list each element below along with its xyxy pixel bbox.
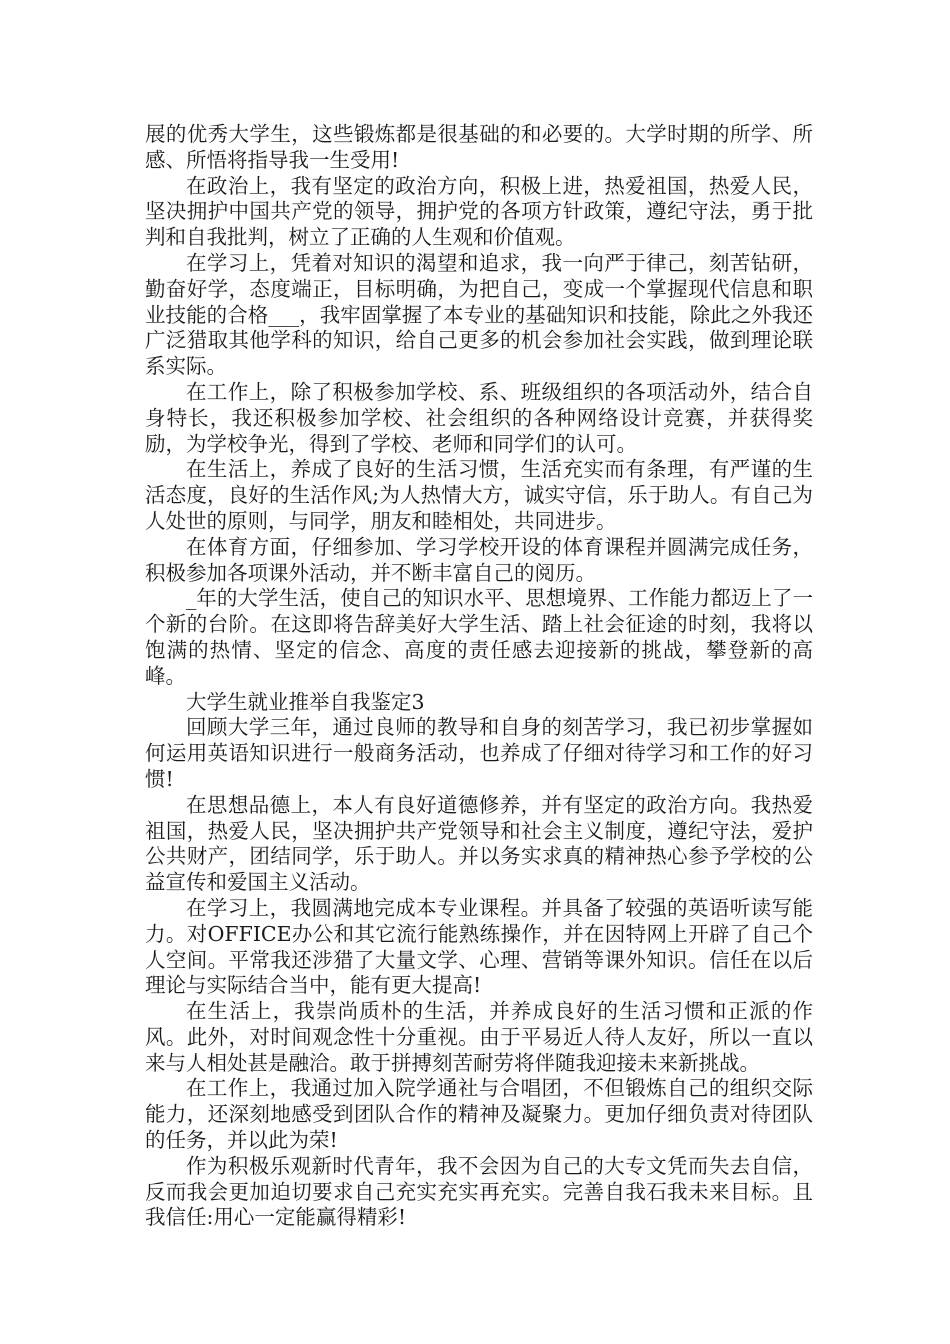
paragraph-morality: 在思想品德上，本人有良好道德修养，并有坚定的政治方向。我热爱祖国，热爱人民，坚决拥护共产党领导和社会主义制度，遵纪守法，爱护公共财产，团结同学，乐于助人。并以务实求真的精神热心参予学校的公益宣传和爱国主义活动。 (145, 792, 813, 895)
paragraph-life-2: 在生活上，我崇尚质朴的生活，并养成良好的生活习惯和正派的作风。此外，对时间观念性十分重视。由于平易近人待人友好，所以一直以来与人相处甚是融洽。敢于拼搏刻苦耐劳将伴随我迎接未来新挑战。 (145, 999, 813, 1075)
paragraph-continuation: 展的优秀大学生，这些锻炼都是很基础的和必要的。大学时期的所学、所感、所悟将指导我一生受用! (145, 122, 813, 172)
paragraph-work: 在工作上，除了积极参加学校、系、班级组织的各项活动外，结合自身特长，我还积极参加学校、社会组织的各种网络设计竞赛，并获得奖励，为学校争光，得到了学校、老师和同学们的认可。 (145, 379, 813, 456)
paragraph-summary: _年的大学生活，使自己的知识水平、思想境界、工作能力都迈上了一个新的台阶。在这即将告辞美好大学生活、踏上社会征途的时刻，我将以饱满的热情、坚定的信念、高度的责任感去迎接新的挑战，攀登新的高峰。 (145, 586, 813, 688)
paragraph-study: 在学习上，凭着对知识的渴望和追求，我一向严于律己，刻苦钻研，勤奋好学，态度端正，目标明确，为把自己，变成一个掌握现代信息和职业技能的合格___，我牢固掌握了本专业的基础知识和技能，除此之外我还广泛猎取其他学科的知识，给自己更多的机会参加社会实践，做到理论联系实际。 (145, 250, 813, 379)
paragraph-politics: 在政治上，我有坚定的政治方向，积极上进，热爱祖国，热爱人民，坚决拥护中国共产党的领导，拥护党的各项方针政策，遵纪守法，勇于批判和自我批判，树立了正确的人生观和价值观。 (145, 173, 813, 250)
document-body (145, 122, 813, 1231)
paragraph-sports: 在体育方面，仔细参加、学习学校开设的体育课程并圆满完成任务，积极参加各项课外活动，并不断丰富自己的阅历。 (145, 534, 813, 585)
paragraph-work-2: 在工作上，我通过加入院学通社与合唱团，不但锻炼自己的组织交际能力，还深刻地感受到团队合作的精神及凝聚力。更加仔细负责对待团队的任务，并以此为荣! (145, 1076, 813, 1153)
paragraph-review: 回顾大学三年，通过良师的教导和自身的刻苦学习，我已初步掌握如何运用英语知识进行一般商务活动，也养成了仔细对待学习和工作的好习惯! (145, 715, 813, 791)
paragraph-life: 在生活上，养成了良好的生活习惯，生活充实而有条理，有严谨的生活态度，良好的生活作风;为人热情大方，诚实守信，乐于助人。有自己为人处世的原则，与同学，朋友和睦相处，共同进步。 (145, 457, 813, 533)
paragraph-conclusion: 作为积极乐观新时代青年，我不会因为自己的大专文凭而失去自信，反而我会更加迫切要求自己充实充实再充实。完善自我石我未来目标。且我信任:用心一定能赢得精彩! (145, 1153, 813, 1230)
paragraph-study-2: 在学习上，我圆满地完成本专业课程。并具备了较强的英语听读写能力。对OFFICE办公和其它流行能熟练操作，并在因特网上开辟了自己个人空间。平常我还涉猎了大量文学、心理、营销等课外知识。信任在以后理论与实际结合当中，能有更大提高! (145, 895, 813, 998)
section-heading: 大学生就业推举自我鉴定3 (186, 689, 425, 714)
